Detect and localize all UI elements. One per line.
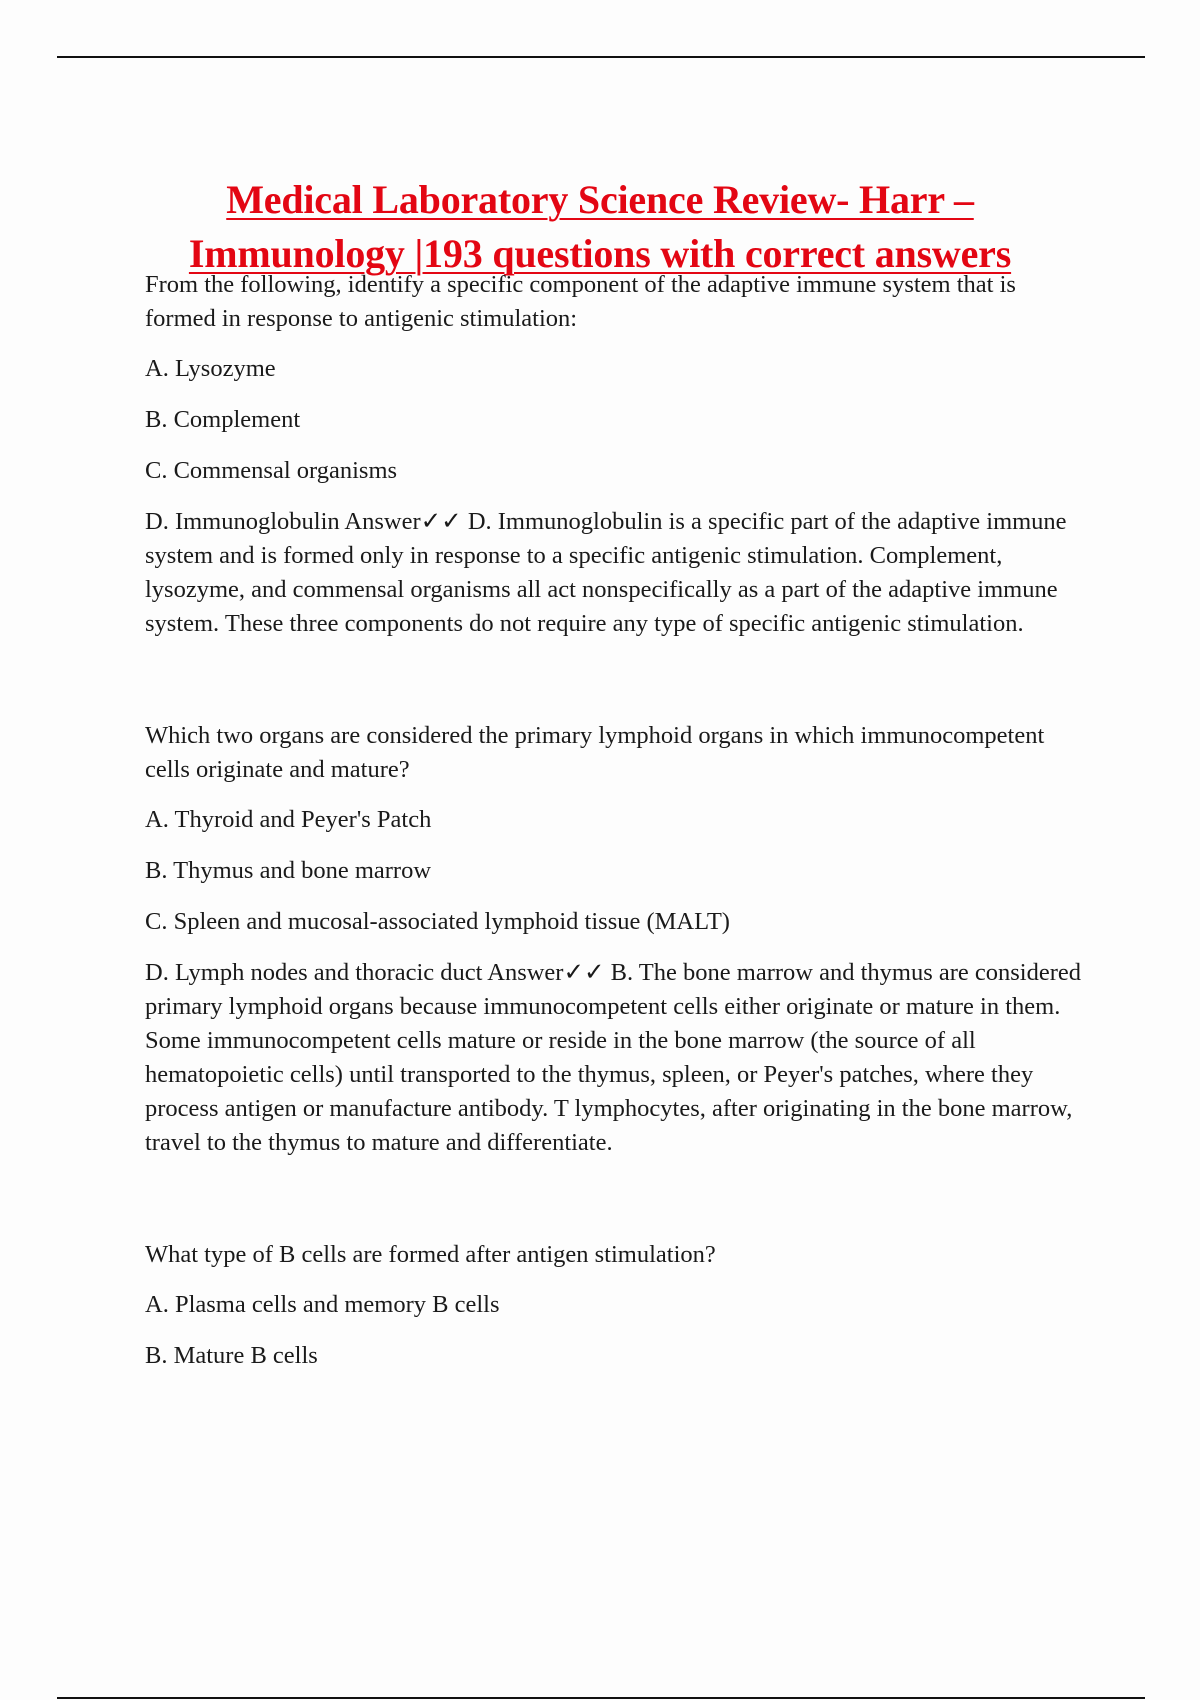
answer-label: Answer✓✓ [487, 959, 605, 986]
answer-explanation: B. The bone marrow and thymus are considered primary lymphoid organs because immunocompetent cells either originate or mature in them. Some immunocompetent cells mature or reside in the bone marrow (the source of all hematopoietic cells) until transported to the thymus, spleen, or Peyer's patches, where they process antigen or manufacture antibody. T lymphocytes, after originating in the bone marrow, travel to the thymus to mature and differentiate. [145, 959, 1082, 1156]
footer-rule [57, 1697, 1145, 1699]
question-1 [145, 268, 1090, 641]
answer-explanation: D. Immunoglobulin is a specific part of the adaptive immune system and is formed only in response to a specific antigenic stimulation. Complement, lysozyme, and commensal organisms all act nonspecifically as a part of the adaptive immune system. These three components do not require any type of specific antigenic stimulation. [145, 508, 1067, 637]
header-rule [57, 56, 1145, 58]
option-a: A. Lysozyme [145, 355, 276, 382]
option-c: C. Spleen and mucosal-associated lymphoid tissue (MALT) [145, 908, 730, 935]
document-body [145, 268, 1090, 1390]
option-b: B. Thymus and bone marrow [145, 857, 432, 884]
title-line-1: Medical Laboratory Science Review- Harr – [226, 176, 974, 222]
question-spacer [145, 1176, 1090, 1238]
option-b: B. Complement [145, 406, 301, 433]
question-stem: Which two organs are considered the primary lymphoid organs in which immunocompetent cells originate and mature? [145, 722, 1045, 783]
option-a: A. Thyroid and Peyer's Patch [145, 806, 432, 833]
question-stem: What type of B cells are formed after antigen stimulation? [145, 1241, 716, 1268]
question-2 [145, 719, 1090, 1160]
title-line-2: Immunology |193 questions with correct answers [188, 230, 1012, 276]
option-d-with-answer [145, 956, 1090, 1160]
question-spacer [145, 657, 1090, 719]
option-d: D. Immunoglobulin [145, 508, 340, 535]
document-title [0, 173, 1200, 281]
option-d: D. Lymph nodes and thoracic duct [145, 959, 483, 986]
option-c: C. Commensal organisms [145, 457, 398, 484]
option-a: A. Plasma cells and memory B cells [145, 1291, 500, 1318]
answer-label: Answer✓✓ [344, 508, 462, 535]
question-3 [145, 1238, 1090, 1373]
option-d-with-answer [145, 505, 1090, 641]
option-b: B. Mature B cells [145, 1342, 318, 1369]
question-stem: From the following, identify a specific component of the adaptive immune system that is formed in response to antigenic stimulation: [145, 271, 1016, 332]
